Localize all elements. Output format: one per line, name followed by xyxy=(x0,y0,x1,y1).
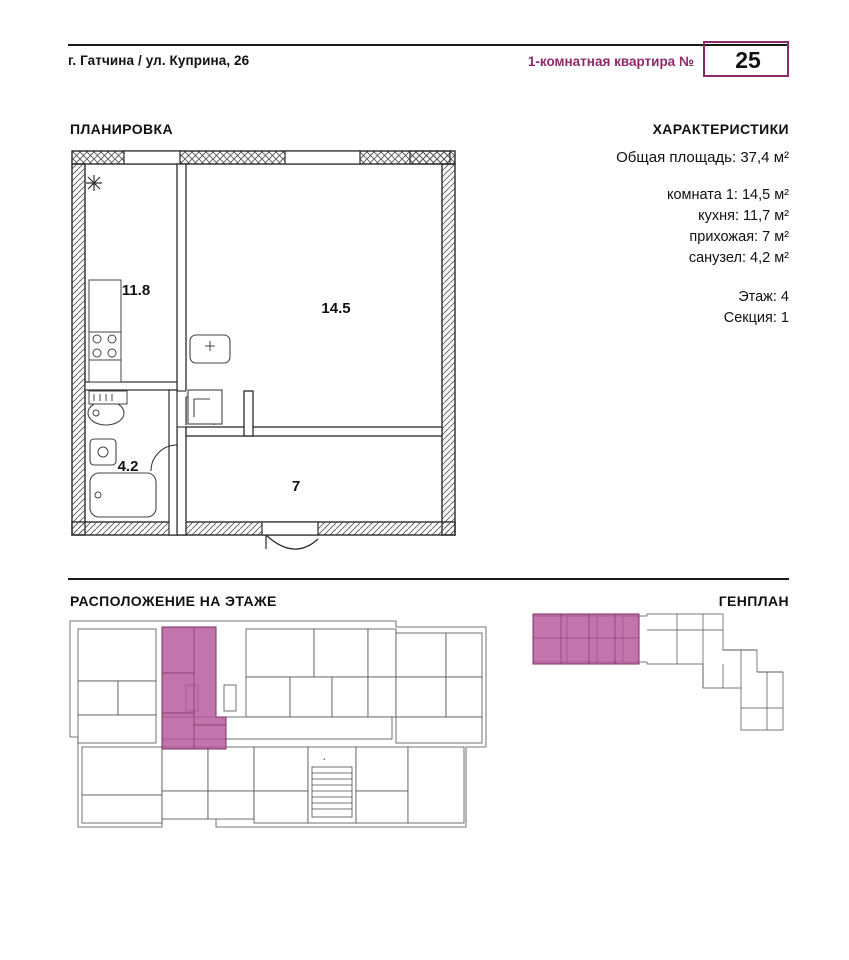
room-area-2: кухня: 11,7 м² xyxy=(698,207,789,224)
section-divider xyxy=(68,578,789,580)
bathroom-area-label: 4.2 xyxy=(117,458,139,475)
spacer xyxy=(509,269,789,287)
characteristics-list xyxy=(509,147,789,329)
address-text: г. Гатчина / ул. Куприна, 26 xyxy=(68,53,250,68)
masterplan-drawing xyxy=(527,610,789,735)
page-header xyxy=(68,44,789,78)
highlighted-building xyxy=(533,614,639,664)
floor-plan-drawing xyxy=(66,617,491,832)
living-room-area-label: 14.5 xyxy=(321,300,351,317)
apartment-floorplan xyxy=(66,145,461,555)
total-area-value: Общая площадь: 37,4 м² xyxy=(616,149,789,166)
apartment-number-box xyxy=(703,41,789,77)
room-area-3: прихожая: 7 м² xyxy=(689,228,789,245)
section-title-floor-location: РАСПОЛОЖЕНИЕ НА ЭТАЖЕ xyxy=(70,593,277,609)
section-value: Секция: 1 xyxy=(723,309,789,326)
section-title-masterplan: ГЕНПЛАН xyxy=(718,593,789,609)
kitchen-area-label: 11.8 xyxy=(121,282,151,299)
section-title-plan: ПЛАНИРОВКА xyxy=(70,121,173,137)
floor-location-plan xyxy=(66,617,491,832)
floor-value: Этаж: 4 xyxy=(738,288,789,305)
section-title-characteristics: ХАРАКТЕРИСТИКИ xyxy=(652,121,789,137)
hall-area-label: 7 xyxy=(291,478,301,495)
header-divider xyxy=(68,44,789,46)
apartment-type-label: 1-комнатная квартира № xyxy=(527,54,694,69)
apartment-number: 25 xyxy=(735,47,761,73)
room-area-4: санузел: 4,2 м² xyxy=(688,249,789,266)
masterplan xyxy=(527,610,789,735)
room-area-1: комната 1: 14,5 м² xyxy=(666,186,789,203)
